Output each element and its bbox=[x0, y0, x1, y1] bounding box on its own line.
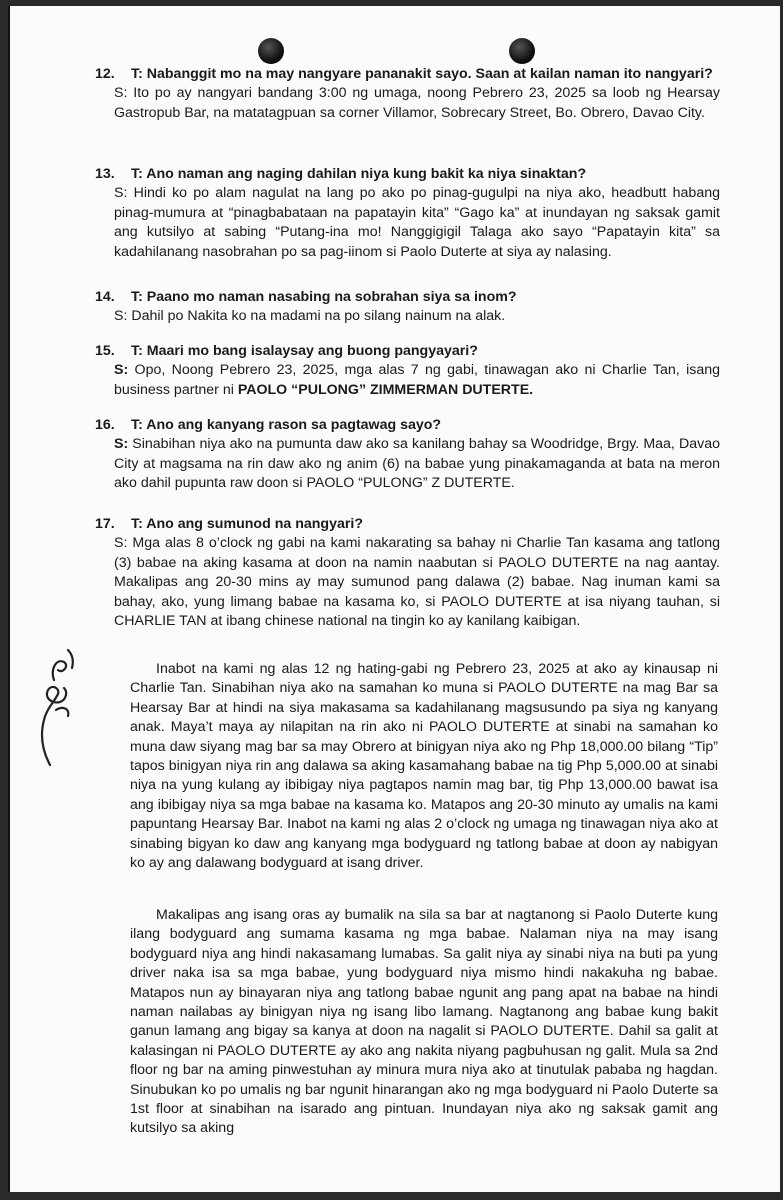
question bbox=[95, 165, 720, 184]
narrative-paragraph-2: Makalipas ang isang oras ay bumalik na sila sa bar at nagtanong si Paolo Duterte kung ilang bodyguard ang sumama kasama ng mga babae. Nalaman niya na may isang bodyguard niya ang hindi nakasamang lumabas. Sa galit niya ay sinabi niya na buti pa yung driver naka isa sa mga babae, yung bodyguard niya mismo hindi nakakuha ng babae. Matapos nun ay binayaran niya ang tatlong babae ngunit ang pang apat na babae na hindi naman nailabas ay binigyan niya ng isang libo lamang. Nagtanong ang babae kung bakit ganun lamang ang bigay sa kanya at doon na nagalit si PAOLO DUTERTE. Dahil sa galit at kalasingan ni PAOLO DUTERTE ay ako ang nakita niyang pagbuhusan ng galit. Mula sa 2nd floor ng bar na aming pinwestuhan ay minura mura niya ako at tinutulak pababa ng hagdan. Sinubukan ko po umalis ng bar ngunit hinarangan ako ng mga bodyguard ni Paolo Duterte sa 1st floor at sinabihan na isarado ang pintuan. Inundayan niya ako ng saksak gamit ang kutsilyo sa aking bbox=[130, 907, 718, 1137]
narrative-paragraph-1: Inabot na kami ng alas 12 ng hating-gabi ng Pebrero 23, 2025 at ako ay kinausap ni Charlie Tan. Sinabihan niya ako na samahan ko muna si PAOLO DUTERTE na mag Bar sa Hearsay Bar at hindi na siya makasama sa kadahilanang magsusundo pa siya ng kanyang anak. Maya’t maya ay nilapitan na rin ako ni PAOLO DUTERTE at sinabi na samahan ko muna daw siyang mag bar sa may Obrero at binigyan niya ako ng Php 18,000.00 bilang “Tip” tapos binigyan niya rin ang dalawa sa aking kasamahang babae na tig Php 5,000.00 at sinabi niya na yung kulang ay ibibigay niya pagtapos namin mag bar, tig Php 13,000.00 bawat isa ang ibibigay niya sa mga babae na kasama ko. Matapos ang 20-30 minuto ay umalis na kami papuntang Hearsay Bar. Inabot na kami ng alas 2 o’clock ng umaga ng tinawagan niya ako at sinabing bigyan ko daw ang kanyang mga bodyguard ng tatlong babae at doon ay nabigyan ko ay ang dalawang bodyguard at isang driver. bbox=[130, 661, 718, 872]
question-number: 13. bbox=[95, 166, 115, 182]
answer-text: S: Mga alas 8 o’clock ng gabi na kami nakarating sa bahay ni Charlie Tan kasama ang tatlong (3) babae na aking kasama at doon na namin naabutan si PAOLO DUTERTE na nag aantay. Makalipas ang 20-30 mins ay may sumunod pang dalawa (2) babae. Nag inuman kami sa bahay, ako, yung limang babae na kasama ko, si PAOLO DUTERTE at isa niyang tauhan, si CHARLIE TAN at ibang chinese national na tingin ko ay kanilang kaibigan. bbox=[114, 535, 720, 630]
question bbox=[95, 288, 720, 307]
question-text: T: Paano mo naman nasabing na sobrahan siya sa inom? bbox=[131, 289, 517, 305]
question-number: 12. bbox=[95, 66, 115, 82]
punch-hole-right bbox=[509, 38, 535, 64]
question bbox=[95, 65, 720, 84]
answer-text: S: Hindi ko po alam nagulat na lang po ako po pinag-gugulpi na niya ako, headbutt habang pinag-mumura at “pinagbabataan na papatayin kita” “Gago ka” at inundayan ng saksak gamit ang kutsilyo at sabing “Putang-ina mo! Nanggigigil Talaga ako sayo “Papatayin kita” sa kadahilanang nasobrahan po sa pag-iinom si Paolo Duterte at siya ay nalasing. bbox=[114, 185, 720, 260]
answer-text: S: Dahil po Nakita ko na madami na po silang nainum na alak. bbox=[114, 308, 506, 325]
qa-item-13 bbox=[95, 165, 720, 262]
question-text: T: Nabanggit mo na may nangyare pananakit sayo. Saan at kailan naman ito nangyari? bbox=[131, 66, 713, 82]
punch-hole-left bbox=[258, 38, 284, 64]
answer-label: S: bbox=[114, 436, 129, 453]
question bbox=[95, 342, 720, 361]
question-text: T: Ano naman ang naging dahilan niya kung bakit ka niya sinaktan? bbox=[131, 166, 587, 182]
answer-body: Sinabihan niya ako na pumunta daw ako sa kanilang bahay sa Woodridge, Brgy. Maa, Davao City at magsama na rin daw ako ng anim (6) na babae yung pinakamaganda at bata na meron ako dahil pupunta raw doon si PAOLO “PULONG” Z DUTERTE. bbox=[114, 436, 720, 492]
qa-item-17 bbox=[95, 515, 720, 631]
answer-text bbox=[95, 435, 720, 493]
question-number: 15. bbox=[95, 343, 115, 359]
qa-item-12 bbox=[95, 65, 720, 123]
answer-label: S: bbox=[114, 362, 129, 379]
question-text: T: Ano ang sumunod na nangyari? bbox=[131, 516, 363, 532]
answer-emphasis: PAOLO “PULONG” ZIMMERMAN DUTERTE. bbox=[237, 381, 534, 398]
qa-item-14 bbox=[95, 288, 720, 327]
answer-text: S: Ito po ay nangyari bandang 3:00 ng umaga, noong Pebrero 23, 2025 sa loob ng Hearsay Gastropub Bar, na matatagpuan sa corner Villamor, Sobrecary Street, Bo. Obrero, Davao City. bbox=[114, 85, 720, 121]
question bbox=[95, 515, 720, 534]
question-number: 14. bbox=[95, 289, 115, 305]
answer-body: Opo, Noong Pebrero 23, 2025, mga alas 7 ng gabi, tinawagan ako ni Charlie Tan, isang business partner ni bbox=[114, 362, 720, 398]
question-number: 17. bbox=[95, 516, 115, 532]
question-text: T: Ano ang kanyang rason sa pagtawag sayo? bbox=[131, 417, 442, 433]
question-number: 16. bbox=[95, 417, 115, 433]
qa-item-16 bbox=[95, 416, 720, 494]
question-text: T: Maari mo bang isalaysay ang buong pangyayari? bbox=[131, 343, 478, 359]
qa-item-15 bbox=[95, 342, 720, 400]
answer-text bbox=[95, 361, 720, 400]
handwritten-initials-signature bbox=[32, 640, 82, 770]
question bbox=[95, 416, 720, 435]
